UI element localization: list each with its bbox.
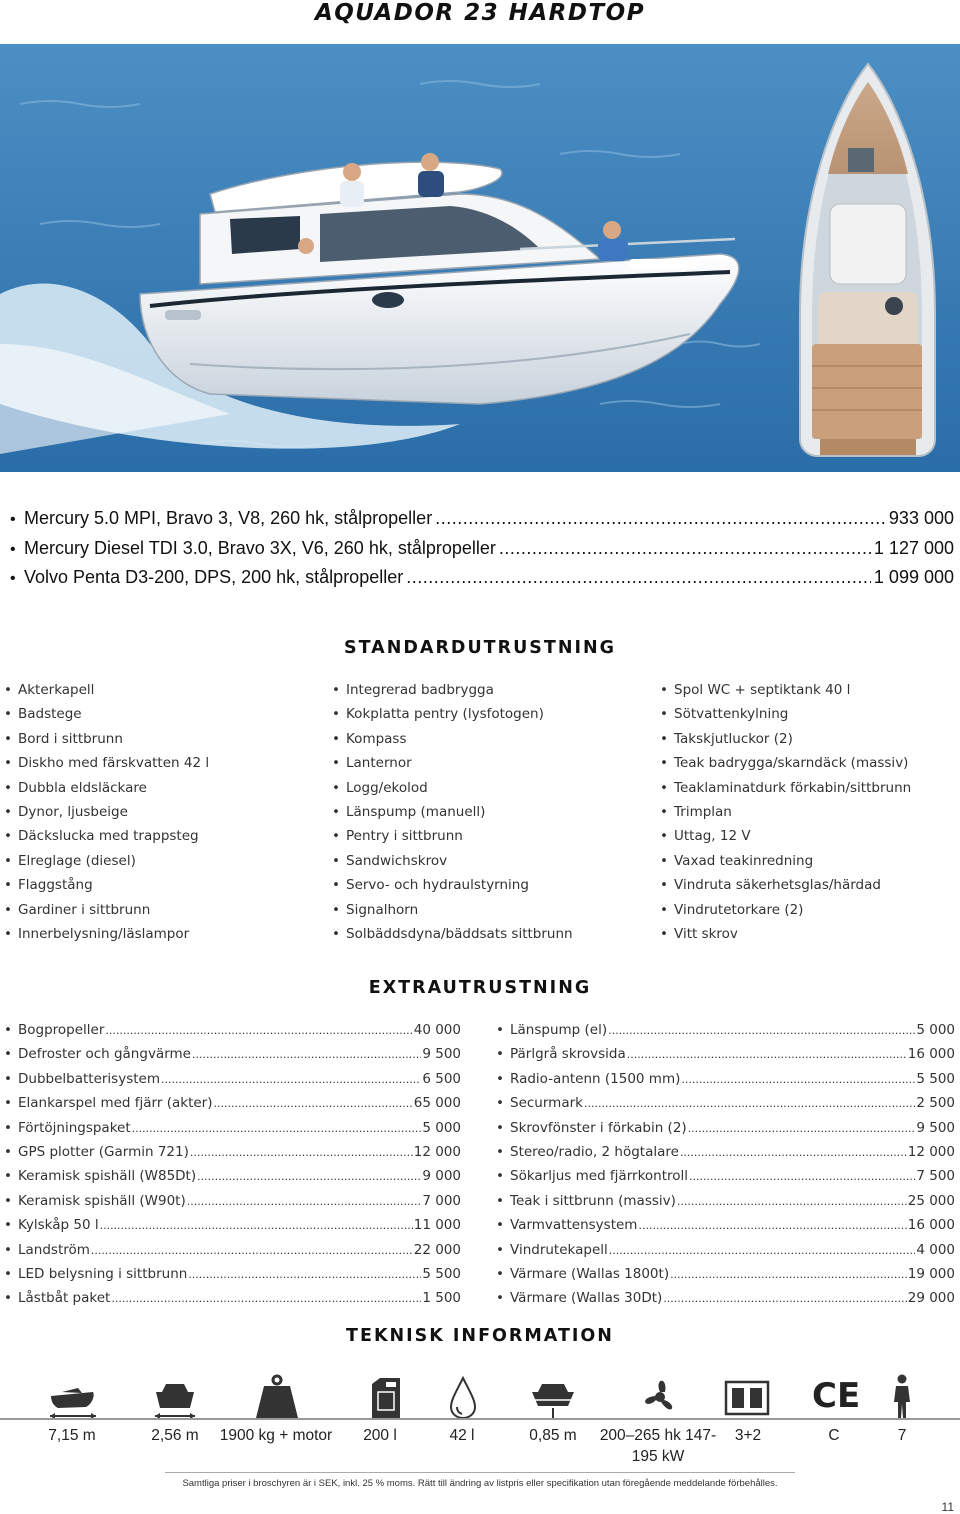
extra-item	[496, 1166, 955, 1190]
bullet: •	[4, 1119, 12, 1136]
standard-item: • Servo- och hydraulstyrning	[332, 875, 573, 899]
leader-dots	[677, 1192, 907, 1212]
extra-item	[496, 1142, 955, 1166]
extra-item-label: Värmare (Wallas 30Dt)	[510, 1290, 663, 1307]
bullet: •	[496, 1143, 504, 1160]
standard-item: • Gardiner i sittbrunn	[4, 900, 209, 924]
extra-item-label: Låstbåt paket	[18, 1290, 111, 1307]
tech-divider	[0, 1418, 960, 1420]
engine-price: 933 000	[888, 508, 954, 528]
extra-item-price: 12 000	[413, 1143, 461, 1160]
extra-item-label: Landström	[18, 1241, 90, 1258]
leader-dots	[670, 1265, 907, 1285]
extra-item-price: 5 500	[422, 1265, 461, 1282]
extra-item	[4, 1240, 461, 1264]
page-title: AQUADOR 23 HARDTOP	[314, 0, 646, 26]
standard-item: • Vaxad teakinredning	[660, 851, 911, 875]
standard-item: • Lanternor	[332, 753, 573, 777]
extra-item	[496, 1044, 955, 1068]
bullet: •	[4, 1046, 12, 1063]
extra-list-col2	[496, 1020, 955, 1313]
extra-item	[4, 1288, 461, 1312]
extra-item	[4, 1142, 461, 1166]
extra-list-col1	[4, 1020, 461, 1313]
extra-item-label: Defroster och gångvärme	[18, 1046, 191, 1063]
extra-item	[4, 1020, 461, 1044]
extra-item-label: Kylskåp 50 l	[18, 1217, 99, 1234]
leader-dots	[100, 1216, 413, 1236]
bullet: •	[4, 1143, 12, 1160]
standard-item: • Kompass	[332, 729, 573, 753]
extra-item	[496, 1069, 955, 1093]
extra-item-label: Sökarljus med fjärrkontroll	[510, 1168, 689, 1185]
standard-list-col3	[660, 680, 911, 948]
standard-item: • Bord i sittbrunn	[4, 729, 209, 753]
standard-item: • Spol WC + septiktank 40 l	[660, 680, 911, 704]
extra-item	[4, 1166, 461, 1190]
bullet: •	[4, 1095, 12, 1112]
extra-item-price: 7 500	[916, 1168, 955, 1185]
standard-item: • Teaklaminatdurk förkabin/sittbrunn	[660, 778, 911, 802]
engine-label: Volvo Penta D3-200, DPS, 200 hk, stålpropeller	[24, 567, 404, 587]
leader-dots	[161, 1070, 421, 1090]
leader-dots	[663, 1289, 906, 1309]
bullet: •	[496, 1119, 504, 1136]
tech-value-power: 200–265 hk 147-195 kW	[599, 1427, 717, 1465]
bullet: •	[10, 511, 16, 528]
bullet: •	[496, 1241, 504, 1258]
bullet: •	[4, 1022, 12, 1038]
weight-icon	[252, 1374, 302, 1420]
extra-item-price: 12 000	[907, 1143, 955, 1160]
engine-label: Mercury 5.0 MPI, Bravo 3, V8, 260 hk, stålpropeller	[24, 508, 433, 528]
extra-item-label: Keramisk spishäll (W90t)	[18, 1192, 186, 1209]
extra-item	[496, 1118, 955, 1142]
leader-dots	[609, 1241, 916, 1261]
extra-item-label: Pärlgrå skrovsida	[510, 1046, 626, 1063]
extra-item	[4, 1044, 461, 1068]
standard-item: • Pentry i sittbrunn	[332, 826, 573, 850]
leader-dots	[688, 1119, 916, 1139]
bullet: •	[10, 540, 16, 558]
extra-item	[496, 1215, 955, 1239]
extra-item-label: Securmark	[510, 1095, 583, 1112]
extra-item-label: Radio-antenn (1500 mm)	[510, 1070, 681, 1087]
extra-item	[4, 1191, 461, 1215]
leader-dots	[499, 538, 871, 559]
engine-row	[10, 567, 954, 597]
extra-item-price: 40 000	[413, 1022, 461, 1038]
bullet: •	[496, 1168, 504, 1185]
bullet: •	[4, 1241, 12, 1258]
standard-item: • Akterkapell	[4, 680, 209, 704]
extra-item-label: LED belysning i sittbrunn	[18, 1265, 188, 1282]
standard-item: • Takskjutluckor (2)	[660, 729, 911, 753]
leader-dots	[680, 1143, 907, 1163]
standard-list-col1	[4, 680, 209, 948]
footnote-divider	[165, 1472, 795, 1473]
engine-price-list	[10, 508, 954, 597]
standard-item: • Dynor, ljusbeige	[4, 802, 209, 826]
standard-item: • Diskho med färskvatten 42 l	[4, 753, 209, 777]
engine-price: 1 127 000	[873, 537, 954, 558]
standard-item: • Länspump (manuell)	[332, 802, 573, 826]
extra-item-price: 19 000	[907, 1265, 955, 1282]
hero-photo	[0, 44, 960, 472]
tech-icon-row	[0, 1374, 960, 1424]
extra-item	[496, 1240, 955, 1264]
ce-mark-icon: CE	[812, 1376, 861, 1416]
standard-item: • Trimplan	[660, 802, 911, 826]
standard-item: • Elreglage (diesel)	[4, 851, 209, 875]
standard-item: • Dubbla eldsläckare	[4, 778, 209, 802]
extra-item-label: Förtöjningspaket	[18, 1119, 131, 1136]
extra-item	[496, 1093, 955, 1117]
leader-dots	[689, 1167, 915, 1187]
extra-item-price: 4 000	[916, 1241, 955, 1258]
tech-value-ce-category: C	[828, 1427, 840, 1444]
standard-item: • Vitt skrov	[660, 924, 911, 948]
extra-item-label: Skrovfönster i förkabin (2)	[510, 1119, 687, 1136]
standard-item: • Innerbelysning/läslampor	[4, 924, 209, 948]
extra-item-price: 5 000	[422, 1119, 461, 1136]
extra-item	[4, 1093, 461, 1117]
standard-item: • Sandwichskrov	[332, 851, 573, 875]
extra-item-label: GPS plotter (Garmin 721)	[18, 1143, 189, 1160]
leader-dots	[627, 1045, 907, 1065]
extra-item-price: 9 500	[422, 1046, 461, 1063]
extra-item-label: Vindrutekapell	[510, 1241, 608, 1258]
leader-dots	[132, 1119, 422, 1139]
bullet: •	[496, 1095, 504, 1112]
extra-item-label: Dubbelbatterisystem	[18, 1070, 160, 1087]
extra-item-price: 6 500	[422, 1070, 461, 1087]
standard-item: • Sötvattenkylning	[660, 704, 911, 728]
tech-value-fuel: 200 l	[363, 1427, 397, 1444]
standard-item: • Uttag, 12 V	[660, 826, 911, 850]
extra-item	[4, 1118, 461, 1142]
leader-dots	[91, 1241, 413, 1261]
standard-item: • Kokplatta pentry (lysfotogen)	[332, 704, 573, 728]
leader-dots	[608, 1021, 915, 1041]
leader-dots	[187, 1192, 422, 1212]
leader-dots	[681, 1070, 915, 1090]
engine-row	[10, 508, 954, 538]
bullet: •	[496, 1265, 504, 1282]
standard-item: • Integrerad badbrygga	[332, 680, 573, 704]
bullet: •	[4, 1217, 12, 1234]
leader-dots	[584, 1094, 915, 1114]
bullet: •	[496, 1046, 504, 1063]
tech-value-draft: 0,85 m	[529, 1427, 577, 1444]
leader-dots	[192, 1045, 421, 1065]
bullet: •	[496, 1192, 504, 1209]
extra-item-price: 29 000	[907, 1290, 955, 1307]
extra-item-label: Elankarspel med fjärr (akter)	[18, 1095, 213, 1112]
page-number: 11	[941, 1500, 954, 1514]
standard-list-col2	[332, 680, 573, 948]
beam-icon	[150, 1374, 200, 1420]
bullet: •	[496, 1217, 504, 1234]
berths-icon	[722, 1374, 772, 1420]
engine-row	[10, 538, 954, 568]
tech-value-length: 7,15 m	[48, 1427, 96, 1444]
extra-item-price: 7 000	[422, 1192, 461, 1209]
extra-item-label: Stereo/radio, 2 högtalare	[510, 1143, 679, 1160]
length-icon	[48, 1374, 98, 1420]
standard-item: • Flaggstång	[4, 875, 209, 899]
engine-label: Mercury Diesel TDI 3.0, Bravo 3X, V6, 260 hk, stålpropeller	[24, 537, 496, 558]
tech-heading: TEKNISK INFORMATION	[346, 1326, 614, 1346]
extra-item-price: 16 000	[907, 1046, 955, 1063]
extra-item-price: 9 500	[916, 1119, 955, 1136]
standard-item: • Logg/ekolod	[332, 778, 573, 802]
extra-item-price: 16 000	[907, 1217, 955, 1234]
bullet: •	[10, 570, 16, 587]
extra-item-label: Varmvattensystem	[510, 1217, 638, 1234]
leader-dots	[190, 1143, 413, 1163]
extra-item-label: Länspump (el)	[510, 1022, 608, 1038]
draft-icon	[528, 1374, 578, 1420]
bullet: •	[4, 1290, 12, 1307]
extra-item-label: Keramisk spishäll (W85Dt)	[18, 1168, 197, 1185]
propeller-icon	[638, 1374, 682, 1420]
standard-item: • Vindruta säkerhetsglas/härdad	[660, 875, 911, 899]
tech-value-weight: 1900 kg + motor	[219, 1427, 333, 1444]
leader-dots	[406, 567, 871, 588]
tech-value-water: 42 l	[449, 1427, 475, 1444]
extra-item-price: 2 500	[916, 1095, 955, 1112]
extra-item	[4, 1069, 461, 1093]
extra-item-price: 25 000	[907, 1192, 955, 1209]
leader-dots	[638, 1216, 906, 1236]
tech-value-beam: 2,56 m	[151, 1427, 199, 1444]
engine-price: 1 099 000	[873, 567, 954, 587]
standard-item: • Solbäddsdyna/bäddsats sittbrunn	[332, 924, 573, 948]
boat-photo	[0, 44, 960, 472]
person-icon	[890, 1374, 914, 1420]
water-drop-icon	[448, 1374, 478, 1420]
extra-item-price: 5 000	[916, 1022, 955, 1038]
extra-item-price: 65 000	[413, 1095, 461, 1112]
standard-item: • Vindrutetorkare (2)	[660, 900, 911, 924]
extra-item	[496, 1264, 955, 1288]
extra-item	[496, 1020, 955, 1044]
extra-item-price: 22 000	[413, 1241, 461, 1258]
bullet: •	[4, 1192, 12, 1209]
bullet: •	[496, 1290, 504, 1307]
extra-item-price: 5 500	[916, 1070, 955, 1087]
bullet: •	[4, 1168, 12, 1185]
bullet: •	[496, 1022, 504, 1038]
leader-dots	[188, 1265, 421, 1285]
fuel-can-icon	[366, 1374, 406, 1420]
leader-dots	[197, 1167, 421, 1187]
bullet: •	[4, 1070, 12, 1087]
extra-item-label: Bogpropeller	[18, 1022, 105, 1038]
extra-item	[4, 1215, 461, 1239]
standard-heading: STANDARDUTRUSTNING	[344, 638, 616, 658]
standard-item: • Teak badrygga/skarndäck (massiv)	[660, 753, 911, 777]
footnote: Samtliga priser i broschyren är i SEK, inkl. 25 % moms. Rätt till ändring av listpris eller specifikation utan föregående meddelande förbehålles.	[182, 1478, 778, 1489]
standard-item: • Däckslucka med trappsteg	[4, 826, 209, 850]
standard-item: • Badstege	[4, 704, 209, 728]
tech-value-berths: 3+2	[734, 1427, 762, 1444]
leader-dots	[111, 1289, 421, 1309]
leader-dots	[213, 1094, 412, 1114]
extra-item-price: 11 000	[413, 1217, 461, 1234]
standard-item: • Signalhorn	[332, 900, 573, 924]
bullet: •	[496, 1070, 504, 1087]
extra-item-price: 1 500	[422, 1290, 461, 1307]
extra-item-label: Teak i sittbrunn (massiv)	[510, 1192, 676, 1209]
tech-value-persons: 7	[897, 1427, 907, 1444]
extra-item	[4, 1264, 461, 1288]
leader-dots	[105, 1021, 412, 1041]
leader-dots	[435, 508, 886, 529]
extra-item	[496, 1288, 955, 1312]
extra-item	[496, 1191, 955, 1215]
bullet: •	[4, 1265, 12, 1282]
extra-item-price: 9 000	[422, 1168, 461, 1185]
extra-heading: EXTRAUTRUSTNING	[368, 978, 592, 998]
extra-item-label: Värmare (Wallas 1800t)	[510, 1265, 670, 1282]
